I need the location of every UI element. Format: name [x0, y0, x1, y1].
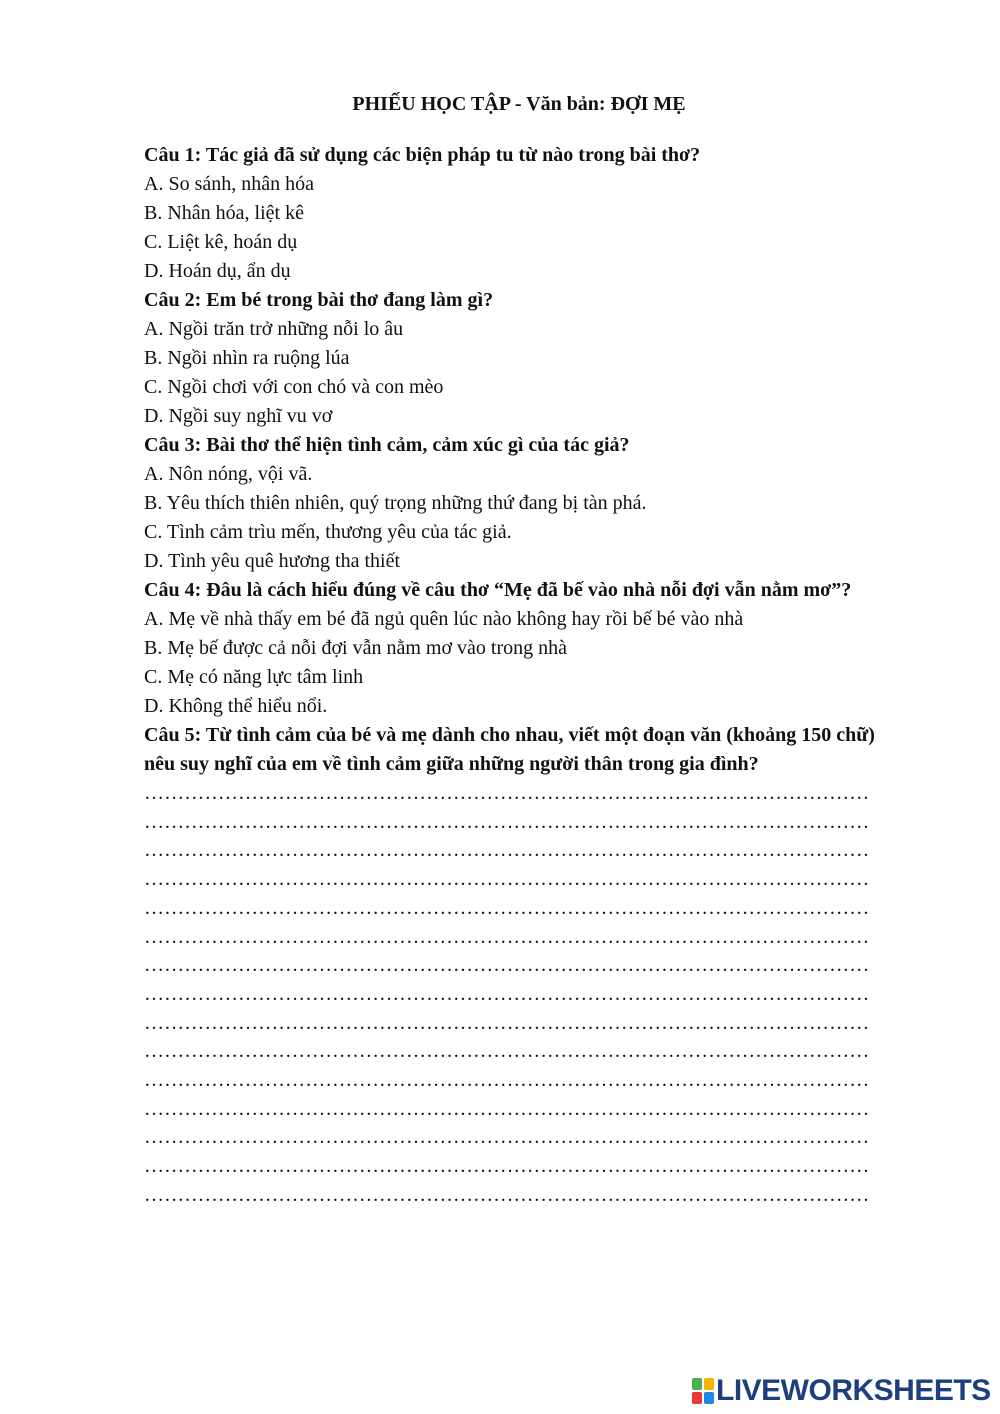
answer-line[interactable]: ……………………………………………………………………………………………… [144, 839, 870, 862]
worksheet-page [144, 90, 904, 1210]
question-block [144, 141, 904, 286]
question-text: Câu 1: Tác giả đã sử dụng các biện pháp tu từ nào trong bài thơ? [144, 144, 701, 166]
answer-line[interactable]: ……………………………………………………………………………………………… [144, 982, 870, 1005]
question-text: Câu 5: Từ tình cảm của bé và mẹ dành cho nhau, viết một đoạn văn (khoảng 150 chữ) nêu suy nghĩ của em về tình cảm giữa những người thân trong gia đình? [144, 724, 875, 775]
answer-line[interactable]: ……………………………………………………………………………………………… [144, 1069, 870, 1092]
question-text: Câu 4: Đâu là cách hiểu đúng về câu thơ “Mẹ đã bế vào nhà nỗi đợi vẫn nằm mơ”? [144, 579, 852, 601]
answer-line[interactable]: ……………………………………………………………………………………………… [144, 954, 870, 977]
answer-line[interactable]: ……………………………………………………………………………………………… [144, 1155, 870, 1178]
answer-option[interactable]: B. Yêu thích thiên nhiên, quý trọng những thứ đang bị tàn phá. [144, 492, 647, 514]
question-list [144, 141, 904, 779]
answer-line[interactable]: ……………………………………………………………………………………………… [144, 896, 870, 919]
question-block [144, 576, 904, 721]
answer-option[interactable]: A. Nôn nóng, vội vã. [144, 463, 313, 485]
answer-line[interactable]: ……………………………………………………………………………………………… [144, 1097, 870, 1120]
answer-option[interactable]: C. Mẹ có năng lực tâm linh [144, 666, 364, 688]
answer-line[interactable]: ……………………………………………………………………………………………… [144, 1011, 870, 1034]
answer-option[interactable]: D. Ngồi suy nghĩ vu vơ [144, 405, 333, 427]
answer-option[interactable]: D. Hoán dụ, ẩn dụ [144, 260, 291, 282]
answer-option[interactable]: A. Mẹ về nhà thấy em bé đã ngủ quên lúc nào không hay rồi bế bé vào nhà [144, 608, 744, 630]
answer-option[interactable]: D. Không thể hiểu nổi. [144, 695, 328, 717]
answer-option[interactable]: B. Nhân hóa, liệt kê [144, 202, 304, 224]
logo-square-icon [704, 1392, 714, 1404]
liveworksheets-logo [692, 1374, 991, 1408]
logo-square-icon [692, 1378, 702, 1390]
answer-line[interactable]: ……………………………………………………………………………………………… [144, 1040, 870, 1063]
question-block [144, 286, 904, 431]
liveworksheets-mark-icon [692, 1378, 714, 1404]
question-text: Câu 3: Bài thơ thể hiện tình cảm, cảm xúc gì của tác giả? [144, 434, 630, 456]
answer-line[interactable]: ……………………………………………………………………………………………… [144, 1126, 870, 1149]
answer-line[interactable]: ……………………………………………………………………………………………… [144, 810, 870, 833]
answer-line[interactable]: ……………………………………………………………………………………………… [144, 925, 870, 948]
answer-line[interactable]: ……………………………………………………………………………………………… [144, 782, 870, 804]
logo-square-icon [704, 1378, 714, 1390]
answer-option[interactable]: C. Liệt kê, hoán dụ [144, 231, 298, 253]
answer-line[interactable]: ……………………………………………………………………………………………… [144, 868, 870, 891]
answer-option[interactable]: A. Ngồi trăn trở những nỗi lo âu [144, 318, 404, 340]
question-block [144, 721, 904, 779]
answer-option[interactable]: A. So sánh, nhân hóa [144, 173, 314, 195]
answer-option[interactable]: D. Tình yêu quê hương tha thiết [144, 550, 401, 572]
worksheet-title: PHIẾU HỌC TẬP - Văn bản: ĐỢI MẸ [352, 93, 686, 115]
question-text: Câu 2: Em bé trong bài thơ đang làm gì? [144, 289, 494, 311]
question-block [144, 431, 904, 576]
answer-option[interactable]: C. Ngồi chơi với con chó và con mèo [144, 376, 444, 398]
answer-option[interactable]: B. Ngồi nhìn ra ruộng lúa [144, 347, 350, 369]
logo-text: LIVEWORKSHEETS [716, 1374, 991, 1407]
answer-line[interactable]: ……………………………………………………………………………………………… [144, 1183, 870, 1206]
logo-square-icon [692, 1392, 702, 1404]
answer-area[interactable] [144, 779, 904, 1210]
answer-option[interactable]: B. Mẹ bế được cả nỗi đợi vẫn nằm mơ vào trong nhà [144, 637, 568, 659]
answer-option[interactable]: C. Tình cảm trìu mến, thương yêu của tác giả. [144, 521, 512, 543]
